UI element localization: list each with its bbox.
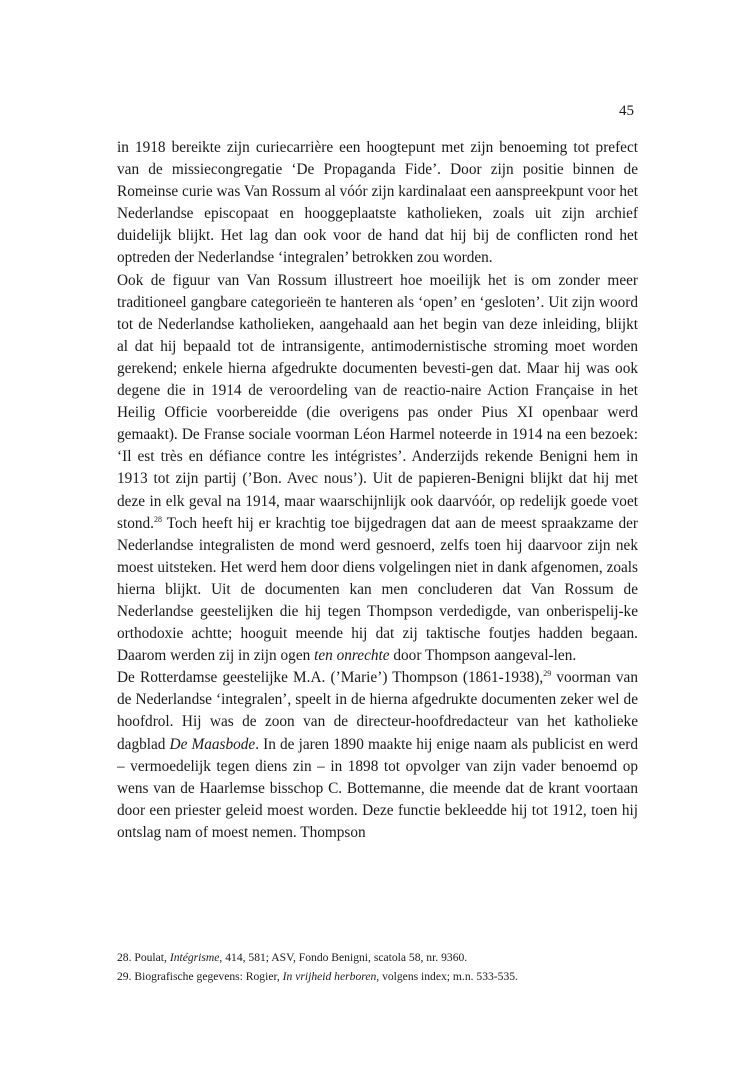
paragraph-2-text: Ook de figuur van Van Rossum illustreert hoe moeilijk het is om zonder meer traditioneel gangbare categorieën te hanteren als ‘open’ en ‘gesloten’. Uit zijn woord tot de Nederlandse katholieken, aangehaald aan het begin van deze inleiding, blijkt al dat hij bepaald tot de intransigente, antimodernistische stroming moet worden gerekend; enkele hierna afgedrukte documenten bevesti-gen dat. Maar hij was ook degene die in 1914 de veroordeling van de reactio-naire Action Française in het Heilig Officie voorbereidde (die overigens pas onder Pius XI openbaar werd gemaakt). De Franse sociale voorman Léon Harmel noteerde in 1914 na een bezoek: ‘Il est très en défiance contre les intégristes’. Anderzijds rekende Benigni hem in 1913 tot zijn partij (’Bon. Avec nous’). Uit de papieren-Benigni blijkt dat hij met deze in elk geval na 1914, maar waarschijnlijk ook daarvóór, op redelijk goede voet stond. — [117, 271, 638, 532]
page-number: 45 — [619, 103, 634, 119]
paragraph-3-text: De Rotterdamse geestelijke M.A. (’Marie’) Thompson (1861-1938), — [117, 669, 544, 687]
footnote-29-text: , volgens index; m.n. 533-535. — [376, 970, 518, 983]
paragraph-1-line: prefect van de missiecongregatie ‘De Propaganda Fide’. Door zijn positie — [117, 139, 639, 179]
paragraph-3-text: voorman van de Nederlandse ‘integralen’, speelt in de hierna afgedrukte documenten zeker wel de hoofdrol. Hij was de zoon van de directeur-hoofdredacteur van het katholieke dagblad — [117, 669, 638, 753]
footnote-29-title: In vrijheid herboren — [282, 970, 377, 983]
footnote-28-text: 28. Poulat, — [117, 951, 170, 964]
body-text — [117, 137, 638, 844]
paragraph-1-line: zoals uit zijn archief duidelijk blijkt. Het lag dan ook voor de hand dat hij bij — [117, 205, 638, 245]
paragraph-3 — [117, 667, 638, 844]
footnote-29 — [117, 967, 638, 986]
paragraph-1-line: binnen de Romeinse curie was Van Rossum al vóór zijn kardinalaat een — [117, 161, 638, 201]
footnote-28-title: Intégrisme — [169, 951, 220, 964]
paragraph-1-line: worden. — [442, 249, 493, 267]
footnote-ref-28[interactable]: 28 — [153, 514, 162, 524]
emphasis-ten-onrechte: ten onrechte — [314, 647, 390, 665]
paragraph-3-text: . In de jaren 1890 maakte hij enige naam als publicist en werd – vermoedelijk tegen diens zin – in 1898 tot opvolger van zijn vader benoemd op wens van de Haarlemse bisschop C. Bottemanne, die meende dat de krant voortaan door een priester geleid moest worden. Deze functie bekleedde hij tot 1912, toen hij ontslag nam of moest nemen. Thompson — [117, 735, 639, 841]
paragraph-1-line: in 1918 bereikte zijn curiecarrière een hoogtepunt met zijn benoeming tot — [117, 139, 590, 156]
paragraph-2-text: door Thompson aangeval-len. — [389, 647, 577, 665]
paragraph-2-text: Toch heeft hij er krachtig toe bijgedragen dat aan de meest spraakzame der Nederlandse integralisten de mond werd gesnoerd, zelfs toen hij daarvoor zijn nek moest uitsteken. Het werd hem door diens volgelingen niet in dank afgenomen, zoals hierna blijkt. Uit de documenten kan men concluderen dat Van Rossum de Nederlandse geestelijken die hij tegen Thompson verdedigde, van onberispelij-ke orthodoxie achtte; hooguit meende hij dat zij taktische foutjes hadden begaan. Daarom werden zij in zijn ogen — [117, 514, 638, 665]
footnote-29-text: 29. Biografische gegevens: Rogier, — [117, 970, 283, 983]
paragraph-1 — [117, 137, 638, 270]
footnote-28-text: , 414, 581; ASV, Fondo Benigni, scatola 58, nr. 9360. — [219, 951, 468, 964]
emphasis-de-maasbode: De Maasbode — [169, 735, 256, 753]
footnote-28 — [117, 948, 638, 967]
footnote-ref-29[interactable]: 29 — [543, 669, 552, 679]
paragraph-2 — [117, 270, 638, 668]
paragraph-1-line: aanspreekpunt voor het Nederlandse episcopaat en hooggeplaatste katholieken, — [117, 183, 639, 223]
footnotes — [117, 948, 638, 986]
paragraph-1-line: de conflicten rond het optreden der Nederlandse ‘integralen’ betrokken zou — [117, 227, 639, 267]
